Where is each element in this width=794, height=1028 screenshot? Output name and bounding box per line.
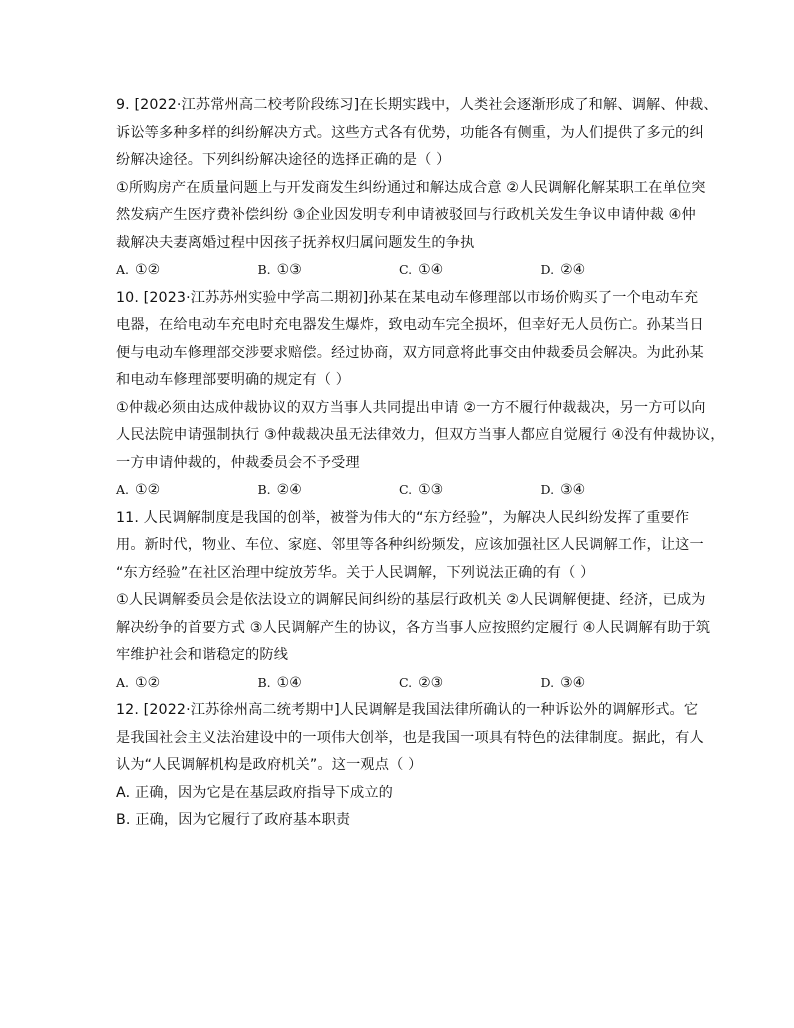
question-text-line: 认为“人民调解机构是政府机关”。这一观点（ ）	[116, 757, 423, 773]
statement-line: 然发病产生医疗费补偿纠纷 ③企业因发明专利申请被驳回与行政机关发生争议申请仲裁 ④仲	[116, 207, 696, 223]
statement-line: ①所购房产在质量问题上与开发商发生纠纷通过和解达成合意 ②人民调解化解某职工在单位突	[116, 179, 706, 196]
statement-line: 裁解决夫妻离婚过程中因孩子抚养权归属问题发生的争执	[116, 234, 475, 251]
question-text-line: 诉讼等多种多样的纠纷解决方式。这些方式各有优势，功能各有侧重，为人们提供了多元的纠	[116, 124, 704, 141]
question-text-line: 和电动车修理部要明确的规定有（ ）	[116, 372, 351, 388]
question-text-line: 是我国社会主义法治建设中的一项伟大创举，也是我国一项具有特色的法律制度。据此，有人	[116, 729, 704, 746]
question-10	[116, 287, 725, 502]
question-text-line: 便与电动车修理部交涉要求赔偿。经过协商，双方同意将此事交由仲裁委员会解决。为此孙某	[116, 344, 704, 361]
option-d: D. ③④	[540, 674, 586, 691]
option-c: C. ①④	[399, 262, 444, 278]
question-text-line: 用。新时代，物业、车位、家庭、邻里等各种纠纷频发，应该加强社区人民调解工作，让这一	[116, 537, 704, 553]
question-text-line: 12. [2022·江苏徐州高二统考期中]人民调解是我国法律所确认的一种诉讼外的调解形式。它	[116, 702, 699, 718]
option-c: C. ①③	[399, 482, 444, 498]
question-9	[116, 94, 718, 281]
option-b: B. ①③	[257, 262, 302, 278]
question-text-line: 10. [2023·江苏苏州实验中学高二期初]孙某在某电动车修理部以市场价购买了一个电动车充	[116, 289, 699, 306]
question-12	[116, 699, 704, 831]
answer-options	[116, 259, 682, 281]
question-text-line: 11. 人民调解制度是我国的创举，被誉为伟大的“东方经验”，为解决人民纠纷发挥了重要作	[116, 509, 690, 526]
option-a: A. ①②	[116, 262, 161, 278]
question-text-line: “东方经验”在社区治理中绽放芳华。关于人民调解，下列说法正确的有（ ）	[116, 564, 595, 581]
answer-options	[116, 672, 682, 694]
statement-line: ①人民调解委员会是依法设立的调解民间纠纷的基层行政机关 ②人民调解便捷、经济，已成为	[116, 592, 706, 608]
document-page	[116, 94, 725, 837]
option-b: B. ①④	[257, 674, 302, 691]
answer-options	[116, 479, 682, 501]
question-11	[116, 507, 711, 694]
option-c: C. ②③	[399, 674, 444, 691]
option-d: D. ②④	[540, 262, 586, 278]
statement-line: 牢维护社会和谐稳定的防线	[116, 647, 289, 663]
question-text-line: 9. [2022·江苏常州高二校考阶段练习]在长期实践中，人类社会逐渐形成了和解、调解、仲裁、	[116, 97, 718, 113]
option-b: B. 正确，因为它履行了政府基本职责	[116, 812, 351, 828]
statement-line: 一方申请仲裁的，仲裁委员会不予受理	[116, 454, 360, 471]
question-text-line: 纷解决途径。下列纠纷解决途径的选择正确的是（ ）	[116, 152, 451, 168]
option-d: D. ③④	[540, 482, 586, 498]
statement-line: 人民法院申请强制执行 ③仲裁裁决虽无法律效力，但双方当事人都应自觉履行 ④没有仲裁协议，	[116, 427, 725, 443]
statement-line: ①仲裁必须由达成仲裁协议的双方当事人共同提出申请 ②一方不履行仲裁裁决，另一方可以向	[116, 399, 706, 416]
option-a: A. ①②	[116, 482, 161, 498]
option-a: A. 正确，因为它是在基层政府指导下成立的	[116, 784, 394, 801]
option-b: B. ②④	[257, 482, 302, 498]
question-text-line: 电器，在给电动车充电时充电器发生爆炸，致电动车完全损坏，但幸好无人员伤亡。孙某当日	[116, 317, 704, 333]
option-a: A. ①②	[116, 674, 161, 691]
statement-line: 解决纷争的首要方式 ③人民调解产生的协议，各方当事人应按照约定履行 ④人民调解有助于筑	[116, 619, 711, 636]
